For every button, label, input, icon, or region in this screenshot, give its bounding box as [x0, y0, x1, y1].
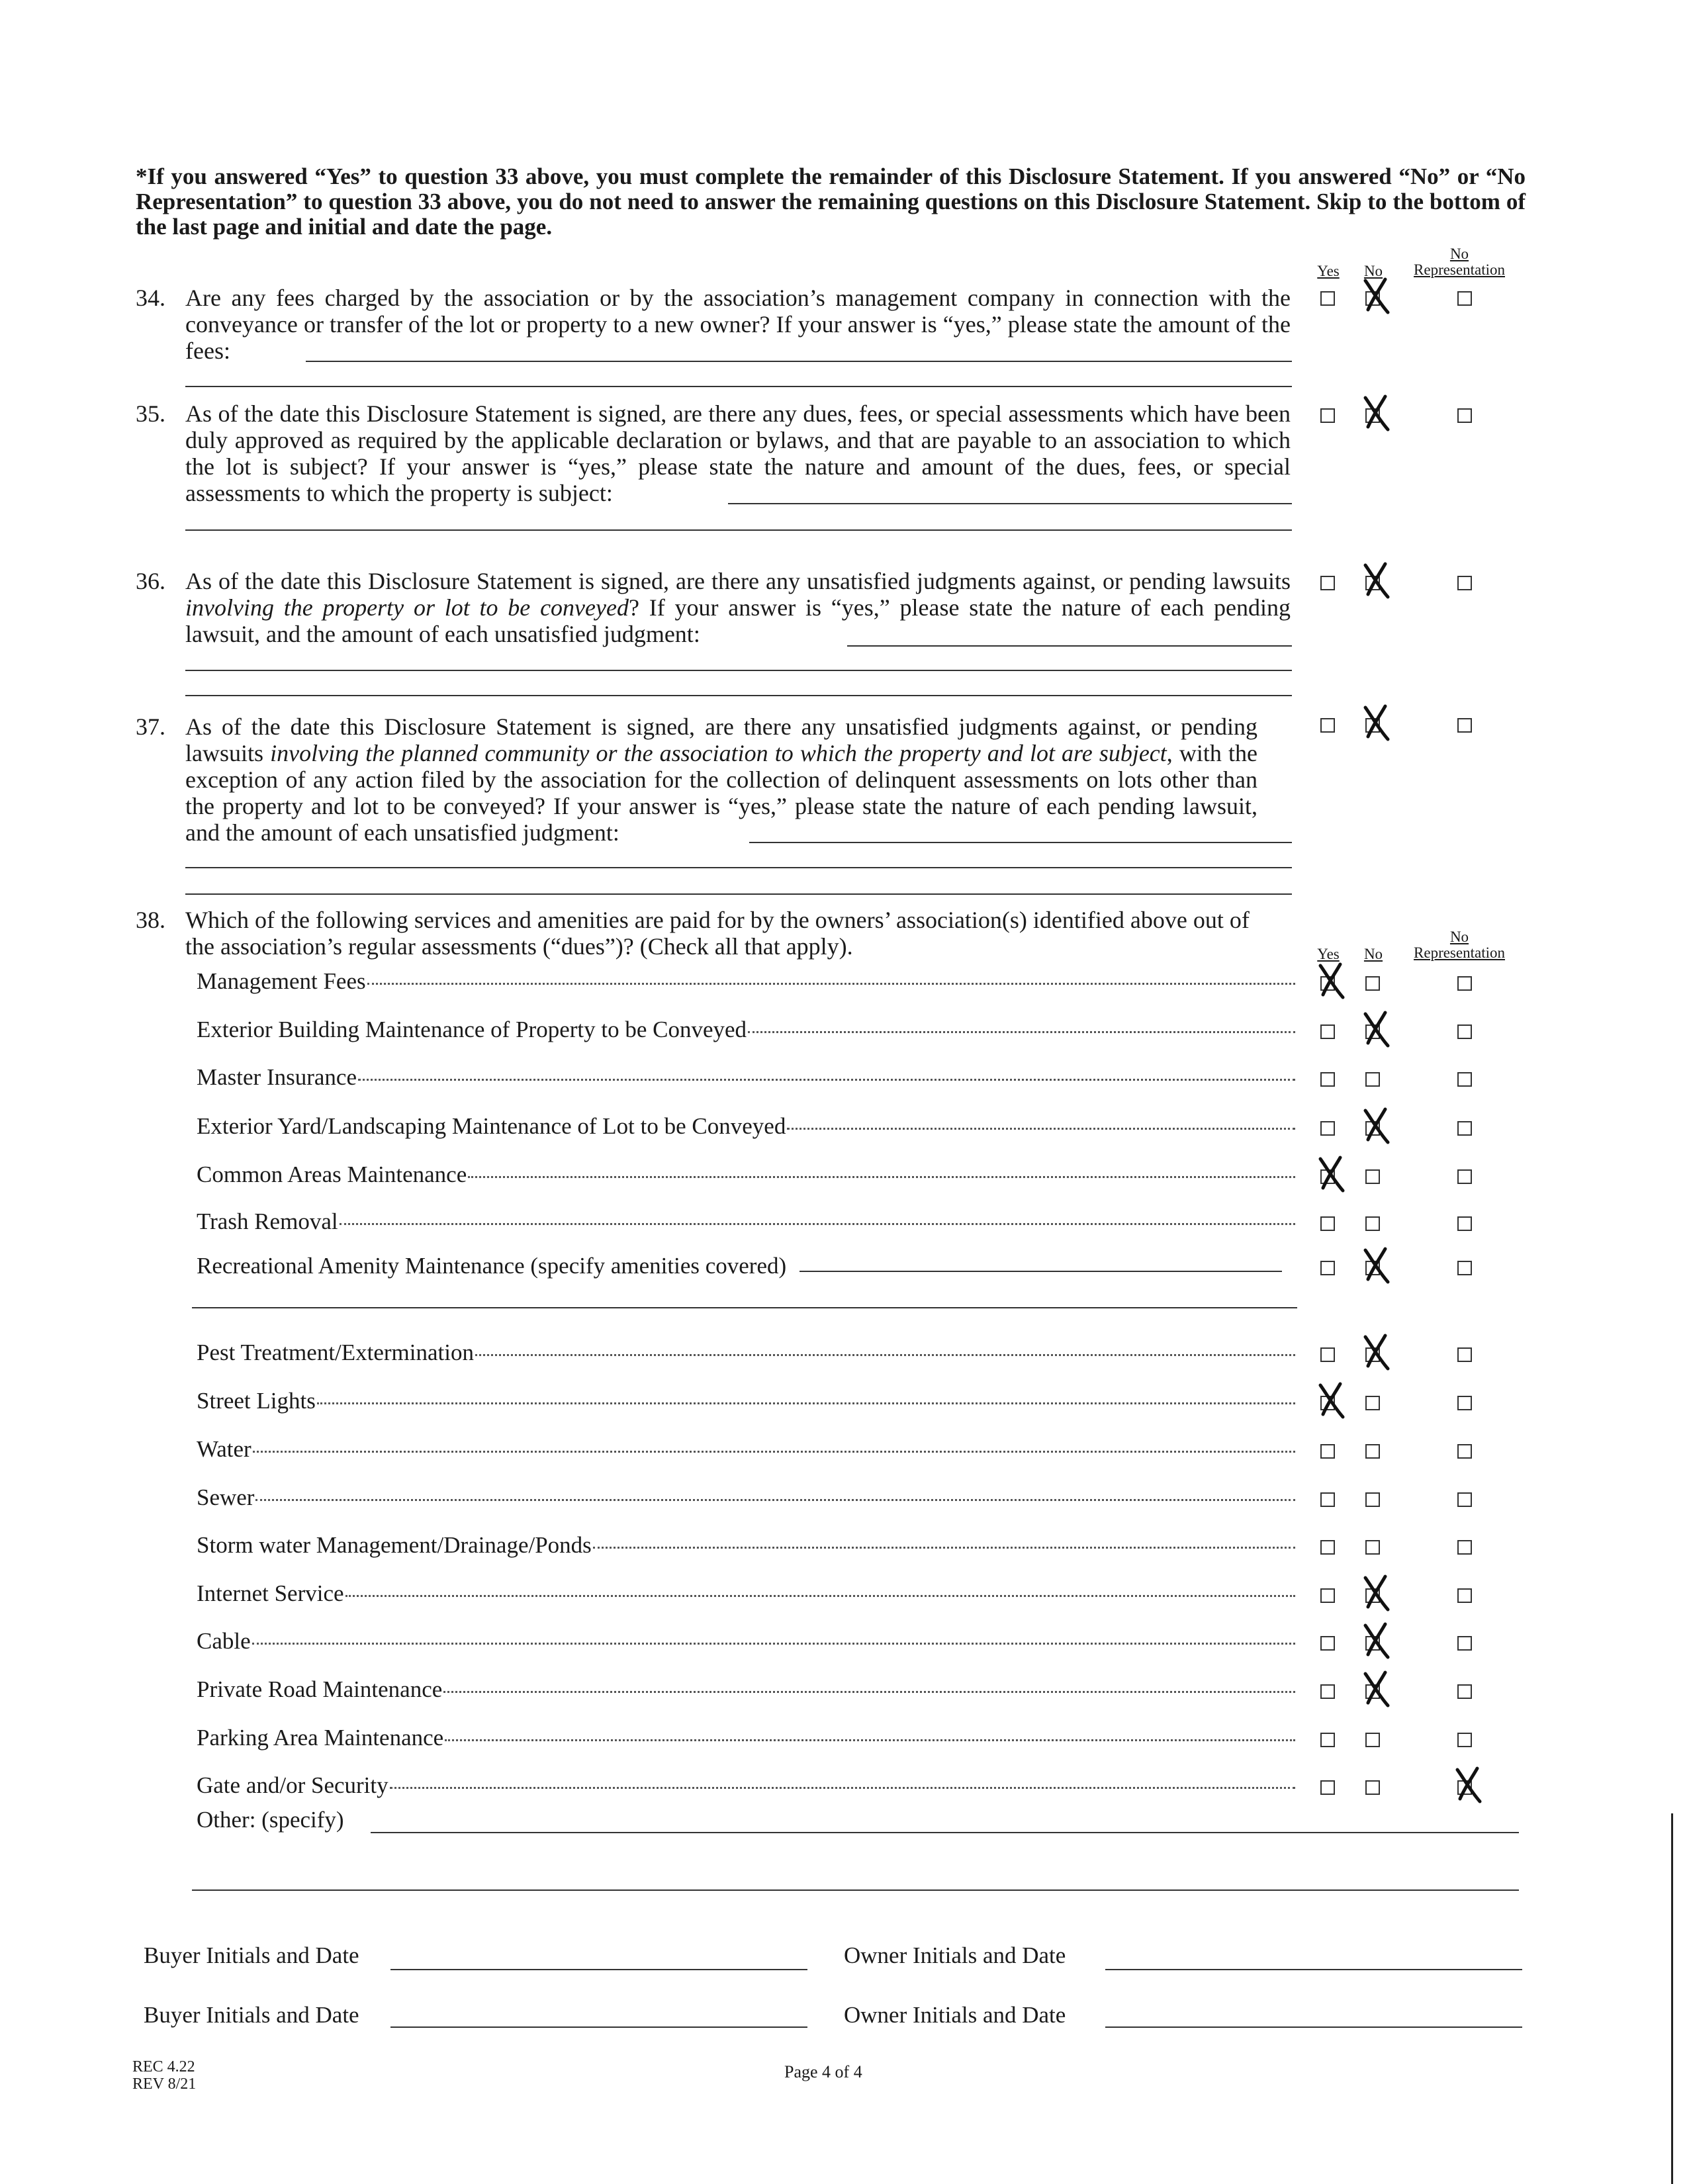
service-row: [197, 1484, 1295, 1511]
service-row: [197, 1340, 1295, 1366]
question-36: 36. As of the date this Disclosure Statement is signed, are there any unsatisfied judgments against, or pending lawsuits involving the property or lot to be conveyed? If your answer is “yes,” please state the nature of each pending lawsuit, and the amount of each unsatisfied judgment:: [136, 568, 1291, 647]
service-label: Internet Service: [197, 1580, 344, 1606]
service-label: Pest Treatment/Extermination: [197, 1340, 474, 1365]
answer-line-36a[interactable]: [847, 645, 1292, 647]
service-8-no-representation-checkbox[interactable]: [1457, 1396, 1472, 1410]
service-11-yes-checkbox[interactable]: [1320, 1540, 1335, 1555]
service-label: Exterior Building Maintenance of Property to be Conveyed: [197, 1017, 747, 1042]
amenities-specify-line-2[interactable]: [192, 1307, 1297, 1308]
service-label: Trash Removal: [197, 1208, 338, 1234]
scan-edge-line: [1671, 1813, 1673, 2184]
service-row: [197, 1161, 1295, 1188]
answer-line-37a[interactable]: [749, 842, 1292, 843]
service-5-yes-checkbox[interactable]: [1320, 1216, 1335, 1231]
service-4-no-representation-checkbox[interactable]: [1457, 1169, 1472, 1184]
service-0-no-checkbox[interactable]: [1365, 976, 1380, 991]
buyer-initials-label-1: Buyer Initials and Date: [144, 1942, 359, 1968]
service-row: [197, 1064, 1295, 1091]
service-15-no-representation-checkbox[interactable]: [1457, 1733, 1472, 1747]
service-leader-dots: [367, 983, 1295, 985]
intro-instructions: *If you answered “Yes” to question 33 above, you must complete the remainder of this Disclosure Statement. If you answered “No” or “No Representation” to question 33 above, you do not need to answer the remaining questions on this Disclosure Statement. Skip to the bottom of the last page and initial and date the page.: [136, 163, 1526, 240]
service-9-no-representation-checkbox[interactable]: [1457, 1444, 1472, 1459]
question-34: 34. Are any fees charged by the association or by the association’s management company in connection with the conveyance or transfer of the lot or property to a new owner? If your answer is “yes,” please state the amount of the fees:: [136, 285, 1291, 364]
service-label: Recreational Amenity Maintenance (specify amenities covered): [197, 1253, 787, 1279]
service-5-no-representation-checkbox[interactable]: [1457, 1216, 1472, 1231]
answer-line-35b[interactable]: [185, 529, 1292, 531]
service-label: Master Insurance: [197, 1064, 357, 1090]
q36-yes-checkbox[interactable]: [1320, 576, 1335, 590]
service-row: [197, 1388, 1295, 1414]
service-7-no-representation-checkbox[interactable]: [1457, 1347, 1472, 1362]
service-0-no-representation-checkbox[interactable]: [1457, 976, 1472, 991]
service-15-yes-checkbox[interactable]: [1320, 1733, 1335, 1747]
service-1-yes-checkbox[interactable]: [1320, 1024, 1335, 1039]
service-15-no-checkbox[interactable]: [1365, 1733, 1380, 1747]
answer-line-36b[interactable]: [185, 670, 1292, 671]
q35-no-representation-checkbox[interactable]: [1457, 408, 1472, 423]
service-label: Water: [197, 1436, 251, 1462]
service-7-yes-checkbox[interactable]: [1320, 1347, 1335, 1362]
service-label: Street Lights: [197, 1388, 316, 1414]
col-header-no-representation: No Representation: [1414, 246, 1505, 278]
service-6-no-representation-checkbox[interactable]: [1457, 1261, 1472, 1275]
buyer-initials-line-1[interactable]: [390, 1969, 807, 1970]
form-code: REC 4.22 REV 8/21: [132, 2058, 197, 2093]
service-leader-dots: [252, 1643, 1295, 1645]
service-16-checkmark: [1453, 1766, 1485, 1804]
service-row: [197, 1532, 1295, 1559]
other-specify-label: Other: (specify): [197, 1807, 344, 1833]
service-11-no-checkbox[interactable]: [1365, 1540, 1380, 1555]
owner-initials-label-1: Owner Initials and Date: [844, 1942, 1066, 1968]
col-header-yes: Yes: [1317, 263, 1340, 279]
service-leader-dots: [255, 1499, 1295, 1501]
service-leader-dots: [445, 1739, 1295, 1741]
answer-line-36c[interactable]: [185, 695, 1292, 696]
col-header-no: No: [1363, 263, 1383, 279]
service-16-yes-checkbox[interactable]: [1320, 1780, 1335, 1795]
service-leader-dots: [390, 1787, 1295, 1789]
service-leader-dots: [358, 1079, 1295, 1081]
service-leader-dots: [345, 1595, 1295, 1597]
service-10-no-representation-checkbox[interactable]: [1457, 1492, 1472, 1507]
q35-checkmark: [1361, 394, 1393, 432]
buyer-initials-label-2: Buyer Initials and Date: [144, 2002, 359, 2028]
service-11-no-representation-checkbox[interactable]: [1457, 1540, 1472, 1555]
service-6-yes-checkbox[interactable]: [1320, 1261, 1335, 1275]
page-number: Page 4 of 4: [784, 2062, 862, 2081]
service-row: [197, 1017, 1295, 1043]
answer-line-34b[interactable]: [185, 386, 1292, 387]
q37-yes-checkbox[interactable]: [1320, 718, 1335, 733]
service-12-yes-checkbox[interactable]: [1320, 1588, 1335, 1603]
service-label: Management Fees: [197, 968, 366, 994]
service-2-no-checkbox[interactable]: [1365, 1072, 1380, 1087]
service-10-no-checkbox[interactable]: [1365, 1492, 1380, 1507]
q34-no-representation-checkbox[interactable]: [1457, 291, 1472, 306]
service-leader-dots: [799, 1271, 1282, 1272]
service-12-checkmark: [1361, 1574, 1393, 1612]
service-13-no-representation-checkbox[interactable]: [1457, 1636, 1472, 1651]
question-35: 35. As of the date this Disclosure Statement is signed, are there any dues, fees, or special assessments which have been duly approved as required by the applicable declaration or bylaws, and that are payable to an association to which the lot is subject? If your answer is “yes,” please state the nature and amount of the dues, fees, or special assessments to which the property is subject:: [136, 400, 1291, 506]
service-2-yes-checkbox[interactable]: [1320, 1072, 1335, 1087]
other-specify-line[interactable]: [371, 1832, 1519, 1833]
question-37: 37. As of the date this Disclosure Statement is signed, are there any unsatisfied judgments against, or pending lawsuits involving the planned community or the association to which the property and lot are subject, with the exception of any action filed by the association for the collection of delinquent assessments on lots other than the property and lot to be conveyed? If your answer is “yes,” please state the nature of each pending lawsuit, and the amount of each unsatisfied judgment:: [136, 713, 1257, 846]
owner-initials-label-2: Owner Initials and Date: [844, 2002, 1066, 2028]
service-1-no-representation-checkbox[interactable]: [1457, 1024, 1472, 1039]
service-14-no-representation-checkbox[interactable]: [1457, 1684, 1472, 1699]
q35-yes-checkbox[interactable]: [1320, 408, 1335, 423]
service-9-yes-checkbox[interactable]: [1320, 1444, 1335, 1459]
service-row: [197, 1676, 1295, 1703]
question-38: 38. Which of the following services and amenities are paid for by the owners’ association(s) identified above out of the association’s regular assessments (“dues”)? (Check all that apply).: [136, 907, 1250, 960]
other-specify-line-2[interactable]: [192, 1889, 1519, 1891]
answer-line-35a[interactable]: [728, 503, 1292, 504]
service-6-checkmark: [1361, 1246, 1393, 1285]
col-header-yes-38: Yes: [1317, 946, 1340, 962]
service-leader-dots: [443, 1691, 1295, 1693]
service-leader-dots: [475, 1354, 1295, 1356]
service-7-checkmark: [1361, 1333, 1393, 1371]
answer-line-37c[interactable]: [185, 893, 1292, 895]
q37-no-representation-checkbox[interactable]: [1457, 718, 1472, 733]
service-14-yes-checkbox[interactable]: [1320, 1684, 1335, 1699]
service-label: Parking Area Maintenance: [197, 1725, 444, 1751]
answer-line-34a[interactable]: [306, 361, 1292, 362]
service-row: [197, 1725, 1295, 1751]
service-label: Private Road Maintenance: [197, 1676, 443, 1702]
service-row: [197, 1436, 1295, 1463]
service-leader-dots: [468, 1176, 1295, 1178]
service-leader-dots: [340, 1223, 1295, 1225]
service-label: Storm water Management/Drainage/Ponds: [197, 1532, 592, 1558]
service-row: [197, 1628, 1295, 1655]
service-row: [197, 1208, 1295, 1235]
owner-initials-line-1[interactable]: [1105, 1969, 1522, 1970]
service-4-no-checkbox[interactable]: [1365, 1169, 1380, 1184]
col-header-no-representation-38: No Representation: [1414, 929, 1505, 961]
service-10-yes-checkbox[interactable]: [1320, 1492, 1335, 1507]
service-leader-dots: [253, 1451, 1295, 1453]
service-3-checkmark: [1361, 1107, 1393, 1145]
service-2-no-representation-checkbox[interactable]: [1457, 1072, 1472, 1087]
service-3-yes-checkbox[interactable]: [1320, 1121, 1335, 1136]
service-8-checkmark: [1316, 1381, 1348, 1420]
service-16-no-checkbox[interactable]: [1365, 1780, 1380, 1795]
service-label: Exterior Yard/Landscaping Maintenance of Lot to be Conveyed: [197, 1113, 786, 1139]
service-1-checkmark: [1361, 1010, 1393, 1048]
answer-line-37b[interactable]: [185, 867, 1292, 868]
q36-no-representation-checkbox[interactable]: [1457, 576, 1472, 590]
service-row: [197, 1113, 1295, 1140]
service-13-checkmark: [1361, 1621, 1393, 1660]
service-3-no-representation-checkbox[interactable]: [1457, 1121, 1472, 1136]
q34-yes-checkbox[interactable]: [1320, 291, 1335, 306]
owner-initials-line-2[interactable]: [1105, 2026, 1522, 2028]
service-13-yes-checkbox[interactable]: [1320, 1636, 1335, 1651]
service-leader-dots: [748, 1031, 1295, 1033]
col-header-no-38: No: [1363, 946, 1383, 962]
q37-checkmark: [1361, 704, 1393, 742]
service-5-no-checkbox[interactable]: [1365, 1216, 1380, 1231]
q34-checkmark: [1361, 277, 1393, 315]
service-4-checkmark: [1316, 1155, 1348, 1193]
service-14-checkmark: [1361, 1670, 1393, 1708]
service-label: Cable: [197, 1628, 251, 1654]
service-label: Gate and/or Security: [197, 1772, 388, 1798]
service-9-no-checkbox[interactable]: [1365, 1444, 1380, 1459]
service-leader-dots: [787, 1128, 1295, 1130]
service-leader-dots: [317, 1402, 1295, 1404]
service-12-no-representation-checkbox[interactable]: [1457, 1588, 1472, 1603]
service-leader-dots: [593, 1547, 1295, 1549]
service-0-checkmark: [1316, 962, 1348, 1000]
q36-checkmark: [1361, 561, 1393, 600]
service-row: [197, 1580, 1295, 1607]
service-row: [197, 1772, 1295, 1799]
service-row: [197, 1253, 1295, 1279]
service-label: Common Areas Maintenance: [197, 1161, 467, 1187]
service-8-no-checkbox[interactable]: [1365, 1396, 1380, 1410]
service-label: Sewer: [197, 1484, 255, 1510]
buyer-initials-line-2[interactable]: [390, 2026, 807, 2028]
service-row: [197, 968, 1295, 995]
